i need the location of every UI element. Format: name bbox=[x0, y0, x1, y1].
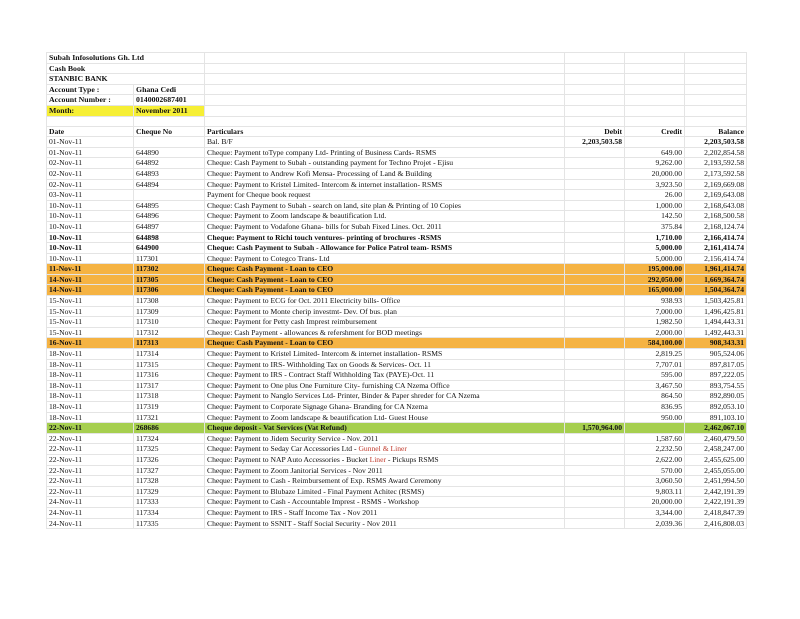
cell-cheque[interactable]: 117310 bbox=[134, 317, 205, 328]
table-row bbox=[47, 476, 747, 487]
account-type-value[interactable]: Ghana Cedi bbox=[134, 84, 205, 95]
cell-date[interactable]: 03-Nov-11 bbox=[47, 190, 134, 201]
cell-credit[interactable]: 595.00 bbox=[625, 370, 685, 381]
cell-date[interactable]: 10-Nov-11 bbox=[47, 232, 134, 243]
cell-particulars[interactable]: Cheque: Payment to Vodafone Ghana- bills for Subah Fixed Lines. Oct. 2011 bbox=[205, 221, 565, 232]
cell-cheque[interactable]: 117325 bbox=[134, 444, 205, 455]
table-row bbox=[47, 370, 747, 381]
cell-cheque[interactable]: 117301 bbox=[134, 253, 205, 264]
cell-debit[interactable] bbox=[565, 243, 625, 254]
cell-cheque[interactable]: 117312 bbox=[134, 327, 205, 338]
company-row bbox=[47, 53, 747, 64]
cell-balance[interactable]: 2,416,808.03 bbox=[685, 518, 747, 529]
cell-credit[interactable]: 2,039.36 bbox=[625, 518, 685, 529]
table-row bbox=[47, 359, 747, 370]
cell-cheque[interactable]: 117318 bbox=[134, 391, 205, 402]
cell-cheque[interactable]: 644896 bbox=[134, 211, 205, 222]
cell-cheque[interactable]: 117316 bbox=[134, 370, 205, 381]
table-row bbox=[47, 211, 747, 222]
cell-particulars[interactable]: Cheque: Payment to SSNIT - Staff Social Security - Nov 2011 bbox=[205, 518, 565, 529]
cell-credit[interactable]: 1,982.50 bbox=[625, 317, 685, 328]
cell-particulars[interactable]: Cheque: Payment to Jidem Security Service - Nov. 2011 bbox=[205, 433, 565, 444]
cell-debit[interactable] bbox=[565, 274, 625, 285]
cell-credit[interactable]: 1,000.00 bbox=[625, 200, 685, 211]
cell-debit[interactable] bbox=[565, 158, 625, 169]
cell-cheque[interactable]: 117302 bbox=[134, 264, 205, 275]
table-row bbox=[47, 518, 747, 529]
cell-balance[interactable]: 908,343.31 bbox=[685, 338, 747, 349]
cell-particulars[interactable]: Cheque: Cash Payment - Loan to CEO bbox=[205, 338, 565, 349]
particulars-highlight: Liner bbox=[369, 454, 387, 464]
cell-credit[interactable]: 3,060.50 bbox=[625, 476, 685, 487]
cell-credit[interactable]: 195,000.00 bbox=[625, 264, 685, 275]
cell-debit[interactable] bbox=[565, 327, 625, 338]
cell-balance[interactable]: 1,494,443.31 bbox=[685, 317, 747, 328]
cell-balance[interactable]: 2,442,191.39 bbox=[685, 486, 747, 497]
book-row bbox=[47, 63, 747, 74]
cell-date[interactable]: 22-Nov-11 bbox=[47, 423, 134, 434]
cell-credit[interactable]: 584,100.00 bbox=[625, 338, 685, 349]
table-row bbox=[47, 497, 747, 508]
cell-balance[interactable]: 2,455,625.00 bbox=[685, 454, 747, 465]
cell-date[interactable]: 18-Nov-11 bbox=[47, 349, 134, 360]
cell-balance[interactable]: 2,173,592.58 bbox=[685, 168, 747, 179]
cell-debit[interactable] bbox=[565, 454, 625, 465]
cell-credit[interactable]: 7,000.00 bbox=[625, 306, 685, 317]
cell-credit[interactable]: 938.93 bbox=[625, 296, 685, 307]
cell-debit[interactable] bbox=[565, 402, 625, 413]
cell-cheque[interactable]: 644895 bbox=[134, 200, 205, 211]
cell-credit[interactable]: 864.50 bbox=[625, 391, 685, 402]
cell-debit[interactable] bbox=[565, 264, 625, 275]
cell-date[interactable]: 18-Nov-11 bbox=[47, 380, 134, 391]
particulars-text: Cheque: Payment to NAP Auto Accessories - Bucket bbox=[207, 454, 370, 464]
cell-credit[interactable]: 7,707.01 bbox=[625, 359, 685, 370]
cell-balance[interactable]: 2,168,643.08 bbox=[685, 200, 747, 211]
cell-credit[interactable]: 20,000.00 bbox=[625, 168, 685, 179]
cell-particulars[interactable]: Cheque: Cash Payment to Subah - outstanding payment for Techno Projet - Ejisu bbox=[205, 158, 565, 169]
cell-debit[interactable] bbox=[565, 412, 625, 423]
cell-date[interactable]: 10-Nov-11 bbox=[47, 253, 134, 264]
table-row bbox=[47, 147, 747, 158]
cell-debit[interactable] bbox=[565, 486, 625, 497]
month-value[interactable]: November 2011 bbox=[134, 105, 205, 116]
cash-book-table bbox=[46, 52, 747, 529]
cell-date[interactable]: 02-Nov-11 bbox=[47, 158, 134, 169]
cell-balance[interactable]: 2,169,643.08 bbox=[685, 190, 747, 201]
cell-particulars[interactable]: Cheque: Cash Payment to Subah - search on land, site plan & Printing of 10 Copies bbox=[205, 200, 565, 211]
cell-debit[interactable] bbox=[565, 370, 625, 381]
cell-credit[interactable]: 9,262.00 bbox=[625, 158, 685, 169]
cell-date[interactable]: 01-Nov-11 bbox=[47, 137, 134, 148]
cell-debit[interactable] bbox=[565, 380, 625, 391]
cell-cheque[interactable]: 117305 bbox=[134, 274, 205, 285]
particulars-tail: - Pickups RSMS bbox=[386, 454, 439, 464]
table-row bbox=[47, 423, 747, 434]
table-row bbox=[47, 317, 747, 328]
cell-balance[interactable]: 2,462,067.10 bbox=[685, 423, 747, 434]
cell-credit[interactable]: 3,344.00 bbox=[625, 507, 685, 518]
cell-debit[interactable] bbox=[565, 359, 625, 370]
table-row bbox=[47, 296, 747, 307]
cell-credit[interactable]: 950.00 bbox=[625, 412, 685, 423]
cell-debit[interactable]: 1,570,964.00 bbox=[565, 423, 625, 434]
cell-credit[interactable]: 570.00 bbox=[625, 465, 685, 476]
cell-cheque[interactable]: 117319 bbox=[134, 402, 205, 413]
cell-balance[interactable]: 2,168,124.74 bbox=[685, 221, 747, 232]
cell-credit[interactable]: 9,803.11 bbox=[625, 486, 685, 497]
cell-balance[interactable]: 1,496,425.81 bbox=[685, 306, 747, 317]
cell-credit[interactable]: 5,000.00 bbox=[625, 253, 685, 264]
cell-debit[interactable] bbox=[565, 232, 625, 243]
cell-balance[interactable]: 892,053.10 bbox=[685, 402, 747, 413]
table-row bbox=[47, 274, 747, 285]
cell-credit[interactable]: 3,467.50 bbox=[625, 380, 685, 391]
cell-balance[interactable]: 2,458,247.00 bbox=[685, 444, 747, 455]
cell-debit[interactable] bbox=[565, 433, 625, 444]
cell-credit[interactable]: 5,000.00 bbox=[625, 243, 685, 254]
table-row bbox=[47, 137, 747, 148]
table-row bbox=[47, 190, 747, 201]
col-cheque[interactable]: Cheque No bbox=[134, 126, 205, 137]
cell-date[interactable]: 22-Nov-11 bbox=[47, 476, 134, 487]
account-number-label[interactable]: Account Number : bbox=[47, 95, 134, 106]
cell-balance[interactable]: 891,103.10 bbox=[685, 412, 747, 423]
account-number-row bbox=[47, 95, 747, 106]
cell-cheque[interactable]: 117326 bbox=[134, 454, 205, 465]
cell-particulars[interactable]: Cheque: Cash Payment to Subah - Allowance for Police Patrol team- RSMS bbox=[205, 243, 565, 254]
cell-balance[interactable]: 1,669,364.74 bbox=[685, 274, 747, 285]
cell-credit[interactable]: 292,050.00 bbox=[625, 274, 685, 285]
table-row bbox=[47, 306, 747, 317]
table-row bbox=[47, 200, 747, 211]
cell-credit[interactable]: 142.50 bbox=[625, 211, 685, 222]
cell-date[interactable]: 10-Nov-11 bbox=[47, 200, 134, 211]
cell-date[interactable]: 22-Nov-11 bbox=[47, 433, 134, 444]
cell-date[interactable]: 10-Nov-11 bbox=[47, 211, 134, 222]
company-name[interactable]: Subah Infosolutions Gh. Ltd bbox=[47, 53, 205, 64]
cell-date[interactable]: 18-Nov-11 bbox=[47, 402, 134, 413]
cell-date[interactable]: 24-Nov-11 bbox=[47, 518, 134, 529]
cell-date[interactable]: 22-Nov-11 bbox=[47, 465, 134, 476]
cell-debit[interactable] bbox=[565, 253, 625, 264]
cell-debit[interactable] bbox=[565, 507, 625, 518]
cell-cheque[interactable]: 117329 bbox=[134, 486, 205, 497]
cell-debit[interactable] bbox=[565, 497, 625, 508]
cell-credit[interactable]: 2,622.00 bbox=[625, 454, 685, 465]
cell-cheque[interactable]: 644897 bbox=[134, 221, 205, 232]
spacer-row bbox=[47, 116, 747, 126]
cell-balance[interactable]: 2,168,500.58 bbox=[685, 211, 747, 222]
cell-debit[interactable] bbox=[565, 444, 625, 455]
cell-date[interactable]: 24-Nov-11 bbox=[47, 497, 134, 508]
cell-debit[interactable] bbox=[565, 211, 625, 222]
cell-date[interactable]: 22-Nov-11 bbox=[47, 454, 134, 465]
cell-particulars[interactable]: Bal. B/F bbox=[205, 137, 565, 148]
col-particulars[interactable]: Particulars bbox=[205, 126, 565, 137]
cell-balance[interactable]: 1,961,414.74 bbox=[685, 264, 747, 275]
col-credit[interactable]: Credit bbox=[625, 126, 685, 137]
cell-particulars[interactable]: Cheque: Payment to Richi touch ventures- printing of brochures -RSMS bbox=[205, 232, 565, 243]
cell-date[interactable]: 11-Nov-11 bbox=[47, 264, 134, 275]
cell-cheque[interactable]: 117306 bbox=[134, 285, 205, 296]
cell-credit[interactable]: 375.84 bbox=[625, 221, 685, 232]
cell-balance[interactable]: 897,222.05 bbox=[685, 370, 747, 381]
cell-balance[interactable]: 2,193,592.58 bbox=[685, 158, 747, 169]
cell-cheque[interactable]: 644890 bbox=[134, 147, 205, 158]
cell-balance[interactable]: 2,418,847.39 bbox=[685, 507, 747, 518]
cell-cheque[interactable]: 117328 bbox=[134, 476, 205, 487]
cell-particulars[interactable]: Cheque: Payment to Cash - Accountable Imprest - RSMS - Workshop bbox=[205, 497, 565, 508]
table-row bbox=[47, 412, 747, 423]
cell-particulars[interactable]: Cheque: Cash Payment - Loan to CEO bbox=[205, 285, 565, 296]
cell-debit[interactable] bbox=[565, 296, 625, 307]
cell-credit[interactable] bbox=[625, 423, 685, 434]
cell-debit[interactable] bbox=[565, 338, 625, 349]
cell-credit[interactable]: 20,000.00 bbox=[625, 497, 685, 508]
col-debit[interactable]: Debit bbox=[565, 126, 625, 137]
cell-balance[interactable]: 1,504,364.74 bbox=[685, 285, 747, 296]
table-row bbox=[47, 507, 747, 518]
cell-credit[interactable]: 1,710.00 bbox=[625, 232, 685, 243]
cell-date[interactable]: 24-Nov-11 bbox=[47, 507, 134, 518]
cell-particulars[interactable]: Cheque: Payment for Petty cash Imprest reimbursement bbox=[205, 317, 565, 328]
cell-cheque[interactable] bbox=[134, 137, 205, 148]
cell-balance[interactable]: 892,890.05 bbox=[685, 391, 747, 402]
cell-date[interactable]: 16-Nov-11 bbox=[47, 338, 134, 349]
col-date[interactable]: Date bbox=[47, 126, 134, 137]
cell-date[interactable]: 02-Nov-11 bbox=[47, 168, 134, 179]
table-row bbox=[47, 349, 747, 360]
table-row bbox=[47, 433, 747, 444]
cell-particulars[interactable]: Cheque: Cash Payment - Loan to CEO bbox=[205, 274, 565, 285]
cell-cheque[interactable]: 268686 bbox=[134, 423, 205, 434]
cell-date[interactable]: 02-Nov-11 bbox=[47, 179, 134, 190]
bank-name[interactable]: STANBIC BANK bbox=[47, 74, 205, 85]
cell-particulars[interactable]: Cheque: Payment to Monte cherip investmt- Dev. Of bus. plan bbox=[205, 306, 565, 317]
cell-particulars[interactable] bbox=[205, 444, 565, 455]
account-type-row bbox=[47, 84, 747, 95]
cell-cheque[interactable]: 117333 bbox=[134, 497, 205, 508]
table-row bbox=[47, 179, 747, 190]
cell-particulars[interactable]: Cheque deposit - Vat Services (Vat Refund) bbox=[205, 423, 565, 434]
cell-balance[interactable]: 2,451,994.50 bbox=[685, 476, 747, 487]
table-row bbox=[47, 158, 747, 169]
cell-date[interactable]: 15-Nov-11 bbox=[47, 327, 134, 338]
table-row bbox=[47, 285, 747, 296]
month-row bbox=[47, 105, 747, 116]
cell-debit[interactable] bbox=[565, 179, 625, 190]
col-balance[interactable]: Balance bbox=[685, 126, 747, 137]
cell-debit[interactable] bbox=[565, 391, 625, 402]
table-row bbox=[47, 232, 747, 243]
cell-balance[interactable]: 2,455,055.00 bbox=[685, 465, 747, 476]
cell-cheque[interactable]: 117315 bbox=[134, 359, 205, 370]
particulars-text: Cheque: Payment to Seday Car Accessories Ltd - bbox=[207, 444, 359, 454]
cell-particulars[interactable]: Cheque: Payment to Cash - Reimbursement of Exp. RSMS Award Ceremony bbox=[205, 476, 565, 487]
cell-particulars[interactable]: Cheque: Payment to Kristel Limited- Intercom & internet installation- RSMS bbox=[205, 349, 565, 360]
cell-particulars[interactable]: Payment for Cheque book request bbox=[205, 190, 565, 201]
cell-particulars[interactable] bbox=[205, 454, 565, 465]
cell-balance[interactable]: 2,169,669.08 bbox=[685, 179, 747, 190]
cell-balance[interactable]: 897,817.05 bbox=[685, 359, 747, 370]
cell-credit[interactable]: 2,000.00 bbox=[625, 327, 685, 338]
cell-date[interactable]: 10-Nov-11 bbox=[47, 243, 134, 254]
cell-date[interactable]: 14-Nov-11 bbox=[47, 274, 134, 285]
cell-date[interactable]: 15-Nov-11 bbox=[47, 317, 134, 328]
cell-particulars[interactable]: Cheque: Cash Payment - Loan to CEO bbox=[205, 264, 565, 275]
cell-balance[interactable]: 893,754.55 bbox=[685, 380, 747, 391]
cell-particulars[interactable]: Cheque: Payment to Blubaze Limited - Final Payment Achitec (RSMS) bbox=[205, 486, 565, 497]
cell-debit[interactable] bbox=[565, 476, 625, 487]
cell-cheque[interactable]: 117309 bbox=[134, 306, 205, 317]
cell-date[interactable]: 01-Nov-11 bbox=[47, 147, 134, 158]
cell-balance[interactable]: 2,460,479.50 bbox=[685, 433, 747, 444]
month-label[interactable]: Month: bbox=[47, 105, 134, 116]
cell-cheque[interactable]: 644892 bbox=[134, 158, 205, 169]
cell-date[interactable]: 18-Nov-11 bbox=[47, 412, 134, 423]
cell-balance[interactable]: 1,503,425.81 bbox=[685, 296, 747, 307]
cell-cheque[interactable]: 117321 bbox=[134, 412, 205, 423]
cell-date[interactable]: 22-Nov-11 bbox=[47, 444, 134, 455]
cell-balance[interactable]: 2,203,503.58 bbox=[685, 137, 747, 148]
cell-date[interactable]: 15-Nov-11 bbox=[47, 296, 134, 307]
table-row bbox=[47, 243, 747, 254]
table-row bbox=[47, 454, 747, 465]
cell-debit[interactable] bbox=[565, 147, 625, 158]
cell-date[interactable]: 15-Nov-11 bbox=[47, 306, 134, 317]
table-row bbox=[47, 444, 747, 455]
cell-particulars[interactable]: Cheque: Cash Payment - allowances & refershment for BOD meetings bbox=[205, 327, 565, 338]
table-row bbox=[47, 221, 747, 232]
cell-balance[interactable]: 1,492,443.31 bbox=[685, 327, 747, 338]
cell-debit[interactable] bbox=[565, 349, 625, 360]
cell-balance[interactable]: 2,161,414.74 bbox=[685, 243, 747, 254]
cell-particulars[interactable]: Cheque: Payment to ECG for Oct. 2011 Electricity bills- Office bbox=[205, 296, 565, 307]
cell-cheque[interactable]: 117317 bbox=[134, 380, 205, 391]
cell-date[interactable]: 10-Nov-11 bbox=[47, 221, 134, 232]
cell-date[interactable]: 18-Nov-11 bbox=[47, 359, 134, 370]
cell-date[interactable]: 18-Nov-11 bbox=[47, 370, 134, 381]
table-row bbox=[47, 338, 747, 349]
account-type-label[interactable]: Account Type : bbox=[47, 84, 134, 95]
cell-particulars[interactable]: Cheque: Payment to Nanglo Services Ltd- Printer, Binder & Paper shreder for CA Nzema bbox=[205, 391, 565, 402]
cell-cheque[interactable]: 117327 bbox=[134, 465, 205, 476]
bank-row bbox=[47, 74, 747, 85]
cell-cheque[interactable] bbox=[134, 190, 205, 201]
cell-date[interactable]: 18-Nov-11 bbox=[47, 391, 134, 402]
cell-cheque[interactable]: 117334 bbox=[134, 507, 205, 518]
cell-balance[interactable]: 2,202,854.58 bbox=[685, 147, 747, 158]
column-header-row bbox=[47, 126, 747, 137]
cell-balance[interactable]: 905,524.06 bbox=[685, 349, 747, 360]
cell-particulars[interactable]: Cheque: Payment to Cotegco Trans- Ltd bbox=[205, 253, 565, 264]
cell-cheque[interactable]: 117314 bbox=[134, 349, 205, 360]
cell-cheque[interactable]: 644893 bbox=[134, 168, 205, 179]
table-row bbox=[47, 465, 747, 476]
cell-credit[interactable]: 1,587.60 bbox=[625, 433, 685, 444]
cell-debit[interactable] bbox=[565, 190, 625, 201]
cell-credit[interactable]: 3,923.50 bbox=[625, 179, 685, 190]
cell-debit[interactable] bbox=[565, 465, 625, 476]
cell-particulars[interactable]: Cheque: Payment to Andrew Kofi Mensa- Processing of Land & Building bbox=[205, 168, 565, 179]
cash-book-sheet bbox=[46, 52, 746, 529]
cell-particulars[interactable]: Cheque: Payment to Zoom Janitorial Services - Nov 2011 bbox=[205, 465, 565, 476]
cell-debit[interactable] bbox=[565, 285, 625, 296]
cell-particulars[interactable]: Cheque: Payment to Zoom landscape & beautification Ltd. bbox=[205, 211, 565, 222]
cell-balance[interactable]: 2,166,414.74 bbox=[685, 232, 747, 243]
table-row bbox=[47, 264, 747, 275]
cell-particulars[interactable]: Cheque: Payment to Corporate Signage Ghana- Branding for CA Nzema bbox=[205, 402, 565, 413]
cell-credit[interactable]: 2,819.25 bbox=[625, 349, 685, 360]
cell-debit[interactable] bbox=[565, 168, 625, 179]
cell-particulars[interactable]: Cheque: Payment to IRS - Staff Income Tax - Nov 2011 bbox=[205, 507, 565, 518]
cell-credit[interactable]: 26.00 bbox=[625, 190, 685, 201]
cell-cheque[interactable]: 644898 bbox=[134, 232, 205, 243]
table-row bbox=[47, 486, 747, 497]
cell-date[interactable]: 14-Nov-11 bbox=[47, 285, 134, 296]
table-row bbox=[47, 391, 747, 402]
table-row bbox=[47, 327, 747, 338]
cell-credit[interactable]: 165,000.00 bbox=[625, 285, 685, 296]
table-row bbox=[47, 253, 747, 264]
book-title[interactable]: Cash Book bbox=[47, 63, 205, 74]
cell-particulars[interactable]: Cheque: Payment to Zoom landscape & beautification Ltd- Guest House bbox=[205, 412, 565, 423]
table-row bbox=[47, 168, 747, 179]
cell-credit[interactable]: 649.00 bbox=[625, 147, 685, 158]
cell-cheque[interactable]: 117313 bbox=[134, 338, 205, 349]
cell-credit[interactable]: 2,232.50 bbox=[625, 444, 685, 455]
cell-cheque[interactable]: 117308 bbox=[134, 296, 205, 307]
table-row bbox=[47, 402, 747, 413]
cell-debit[interactable] bbox=[565, 200, 625, 211]
particulars-highlight: Gunnel & Liner bbox=[358, 444, 407, 454]
table-row bbox=[47, 380, 747, 391]
cell-debit[interactable] bbox=[565, 306, 625, 317]
cell-particulars[interactable]: Cheque: Payment to IRS- Withholding Tax on Goods & Services- Oct. 11 bbox=[205, 359, 565, 370]
cell-credit[interactable]: 836.95 bbox=[625, 402, 685, 413]
cell-particulars[interactable]: Cheque: Payment to One plus One Furniture City- furnishing CA Nzema Office bbox=[205, 380, 565, 391]
account-number-value[interactable]: 0140002687401 bbox=[134, 95, 205, 106]
cell-particulars[interactable]: Cheque: Payment to IRS - Contract Staff Withholding Tax (PAYE)-Oct. 11 bbox=[205, 370, 565, 381]
cell-debit[interactable] bbox=[565, 221, 625, 232]
cell-balance[interactable]: 2,156,414.74 bbox=[685, 253, 747, 264]
transaction-rows bbox=[47, 137, 747, 529]
cell-particulars[interactable]: Cheque: Payment to Kristel Limited- Intercom & internet installation- RSMS bbox=[205, 179, 565, 190]
cell-balance[interactable]: 2,422,191.39 bbox=[685, 497, 747, 508]
cell-particulars[interactable]: Cheque: Payment toType company Ltd- Printing of Business Cards- RSMS bbox=[205, 147, 565, 158]
cell-cheque[interactable]: 644900 bbox=[134, 243, 205, 254]
cell-debit[interactable] bbox=[565, 518, 625, 529]
cell-debit[interactable]: 2,203,503.58 bbox=[565, 137, 625, 148]
cell-debit[interactable] bbox=[565, 317, 625, 328]
cell-cheque[interactable]: 117324 bbox=[134, 433, 205, 444]
cell-cheque[interactable]: 117335 bbox=[134, 518, 205, 529]
cell-cheque[interactable]: 644894 bbox=[134, 179, 205, 190]
cell-credit[interactable] bbox=[625, 137, 685, 148]
cell-date[interactable]: 22-Nov-11 bbox=[47, 486, 134, 497]
